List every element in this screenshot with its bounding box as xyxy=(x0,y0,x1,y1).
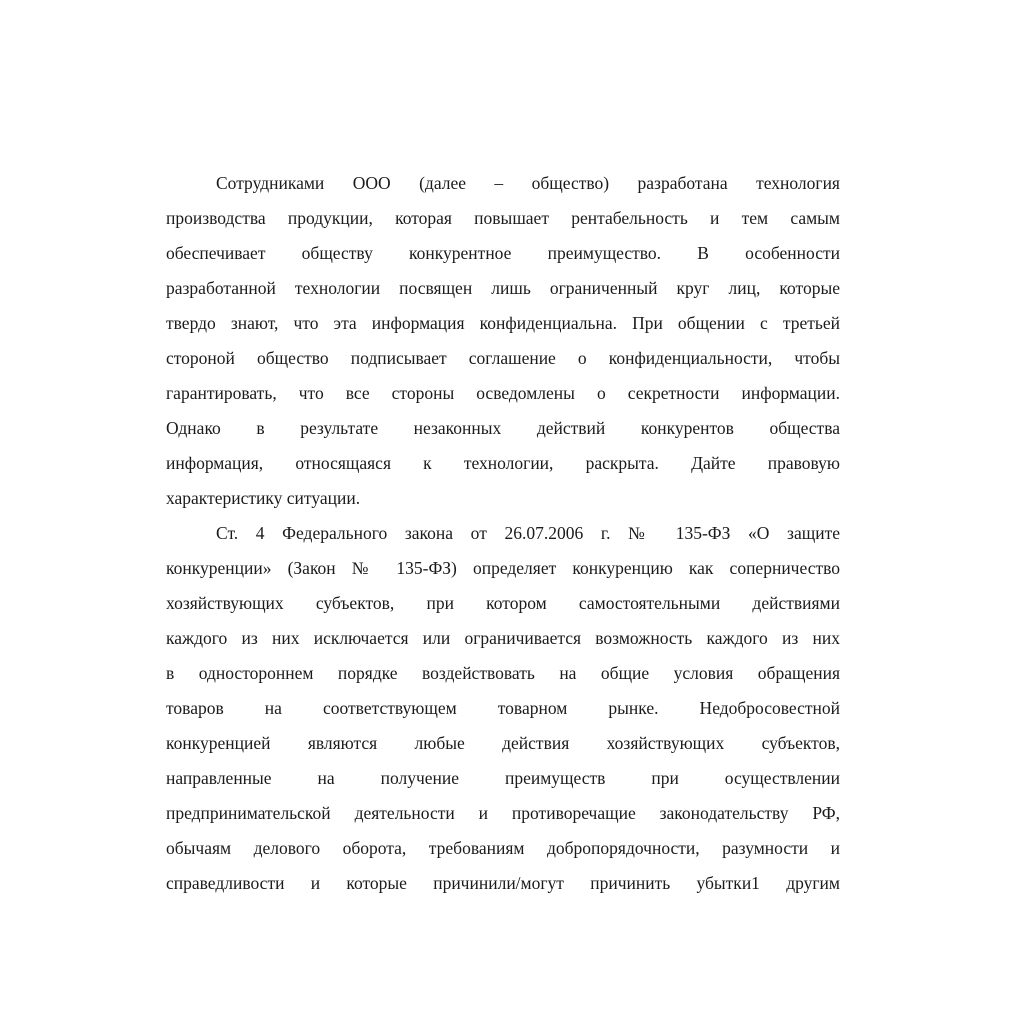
text-line: товаров на соответствующем товарном рынке. Недобросовестной xyxy=(166,698,840,718)
text-line: гарантировать, что все стороны осведомлены о секретности информации. xyxy=(166,383,840,403)
text-line: Однако в результате незаконных действий конкурентов общества xyxy=(166,418,840,438)
text-line: производства продукции, которая повышает рентабельность и тем самым xyxy=(166,208,840,228)
text-line: твердо знают, что эта информация конфиденциальна. При общении с третьей xyxy=(166,313,840,333)
text-line: информация, относящаяся к технологии, раскрыта. Дайте правовую xyxy=(166,453,840,473)
text-line: направленные на получение преимуществ при осуществлении xyxy=(166,768,840,788)
text-line: конкуренции» (Закон № 135-ФЗ) определяет конкуренцию как соперничество xyxy=(166,558,840,578)
text-line: обычаям делового оборота, требованиям добропорядочности, разумности и xyxy=(166,838,840,858)
text-line: Ст. 4 Федерального закона от 26.07.2006 г. № 135-ФЗ «О защите xyxy=(216,523,840,543)
text-line: хозяйствующих субъектов, при котором самостоятельными действиями xyxy=(166,593,840,613)
text-line: предпринимательской деятельности и противоречащие законодательству РФ, xyxy=(166,803,840,823)
text-line: стороной общество подписывает соглашение о конфиденциальности, чтобы xyxy=(166,348,840,368)
text-line: в одностороннем порядке воздействовать на общие условия обращения xyxy=(166,663,840,683)
text-line: разработанной технологии посвящен лишь ограниченный круг лиц, которые xyxy=(166,278,840,298)
paragraph-legal-analysis xyxy=(166,516,840,901)
text-line: Сотрудниками ООО (далее – общество) разработана технология xyxy=(216,173,840,193)
text-line: каждого из них исключается или ограничивается возможность каждого из них xyxy=(166,628,840,648)
document-body xyxy=(166,166,840,901)
text-line: конкуренцией являются любые действия хозяйствующих субъектов, xyxy=(166,733,840,753)
text-line: справедливости и которые причинили/могут причинить убытки1 другим xyxy=(166,873,840,893)
text-line: обеспечивает обществу конкурентное преимущество. В особенности xyxy=(166,243,840,263)
paragraph-case-description xyxy=(166,166,840,516)
text-line: характеристику ситуации. xyxy=(166,488,361,508)
